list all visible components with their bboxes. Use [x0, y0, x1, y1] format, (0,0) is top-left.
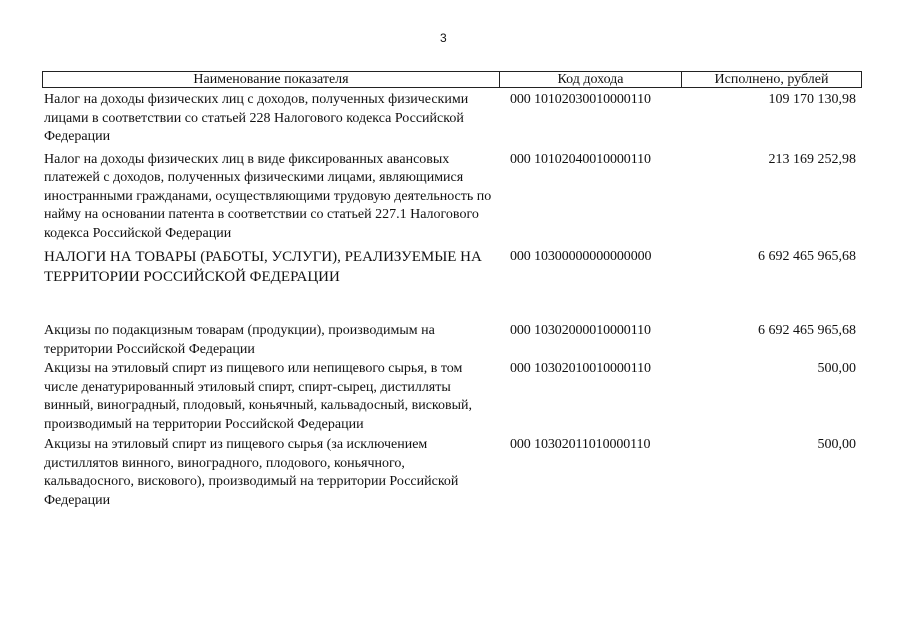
- row-executed-amount: 6 692 465 965,68: [758, 249, 856, 264]
- header-executed-amount: Исполнено, рублей: [681, 72, 861, 87]
- table-header: [42, 71, 862, 88]
- table-row: [42, 91, 862, 147]
- section-heading: НАЛОГИ НА ТОВАРЫ (РАБОТЫ, УСЛУГИ), РЕАЛИЗУЕМЫЕ НА ТЕРРИТОРИИ РОССИЙСКОЙ ФЕДЕРАЦИИ: [44, 249, 482, 285]
- table-row: [42, 360, 862, 434]
- row-executed-amount: 6 692 465 965,68: [758, 323, 856, 338]
- row-income-code: 000 10302000010000110: [510, 323, 651, 338]
- table-row: [42, 436, 862, 510]
- table-row: [42, 322, 862, 359]
- row-executed-amount: 109 170 130,98: [768, 92, 856, 107]
- header-indicator-name: Наименование показателя: [193, 72, 349, 87]
- revenue-table: [42, 71, 862, 510]
- row-indicator-name: Акцизы на этиловый спирт из пищевого сырья (за исключением дистиллятов винного, виноградного, плодового, коньячного, кальвадосного, вискового), производимый на территории Российской Федерации: [44, 437, 459, 508]
- row-executed-amount: 213 169 252,98: [768, 151, 856, 167]
- row-income-code: 000 10300000000000000: [510, 249, 652, 264]
- header-income-code: Код дохода: [499, 72, 681, 87]
- row-indicator-name: Налог на доходы физических лиц с доходов, полученных физическими лицами в соответствии со статьей 228 Налогового кодекса Российской Федерации: [44, 92, 469, 144]
- row-income-code: 000 10102030010000110: [510, 92, 651, 107]
- row-indicator-name: Налог на доходы физических лиц в виде фиксированных авансовых платежей с доходов, полученных физическими лицами, являющимися иностранными гражданами, осуществляющими трудовую деятельность по найму на основании патента в соответствии со статьей 227.1 Налогового кодекса Российской Федерации: [44, 151, 492, 241]
- row-indicator-name: Акцизы по подакцизным товарам (продукции), производимым на территории Российской Федерации: [44, 323, 435, 357]
- page-number: 3: [440, 31, 447, 45]
- row-income-code: 000 10102040010000110: [510, 151, 651, 167]
- table-row: [42, 151, 862, 244]
- row-income-code: 000 10302011010000110: [510, 437, 651, 452]
- row-executed-amount: 500,00: [817, 437, 856, 452]
- row-income-code: 000 10302010010000110: [510, 361, 651, 376]
- table-row-section: [42, 247, 862, 287]
- row-executed-amount: 500,00: [817, 361, 856, 376]
- row-indicator-name: Акцизы на этиловый спирт из пищевого или непищевого сырья, в том числе денатурированный этиловый спирт, спирт-сырец, дистилляты винный, виноградный, плодовый, коньячный, кальвадосный, висковый, производимый на территории Российской Федерации: [44, 361, 473, 432]
